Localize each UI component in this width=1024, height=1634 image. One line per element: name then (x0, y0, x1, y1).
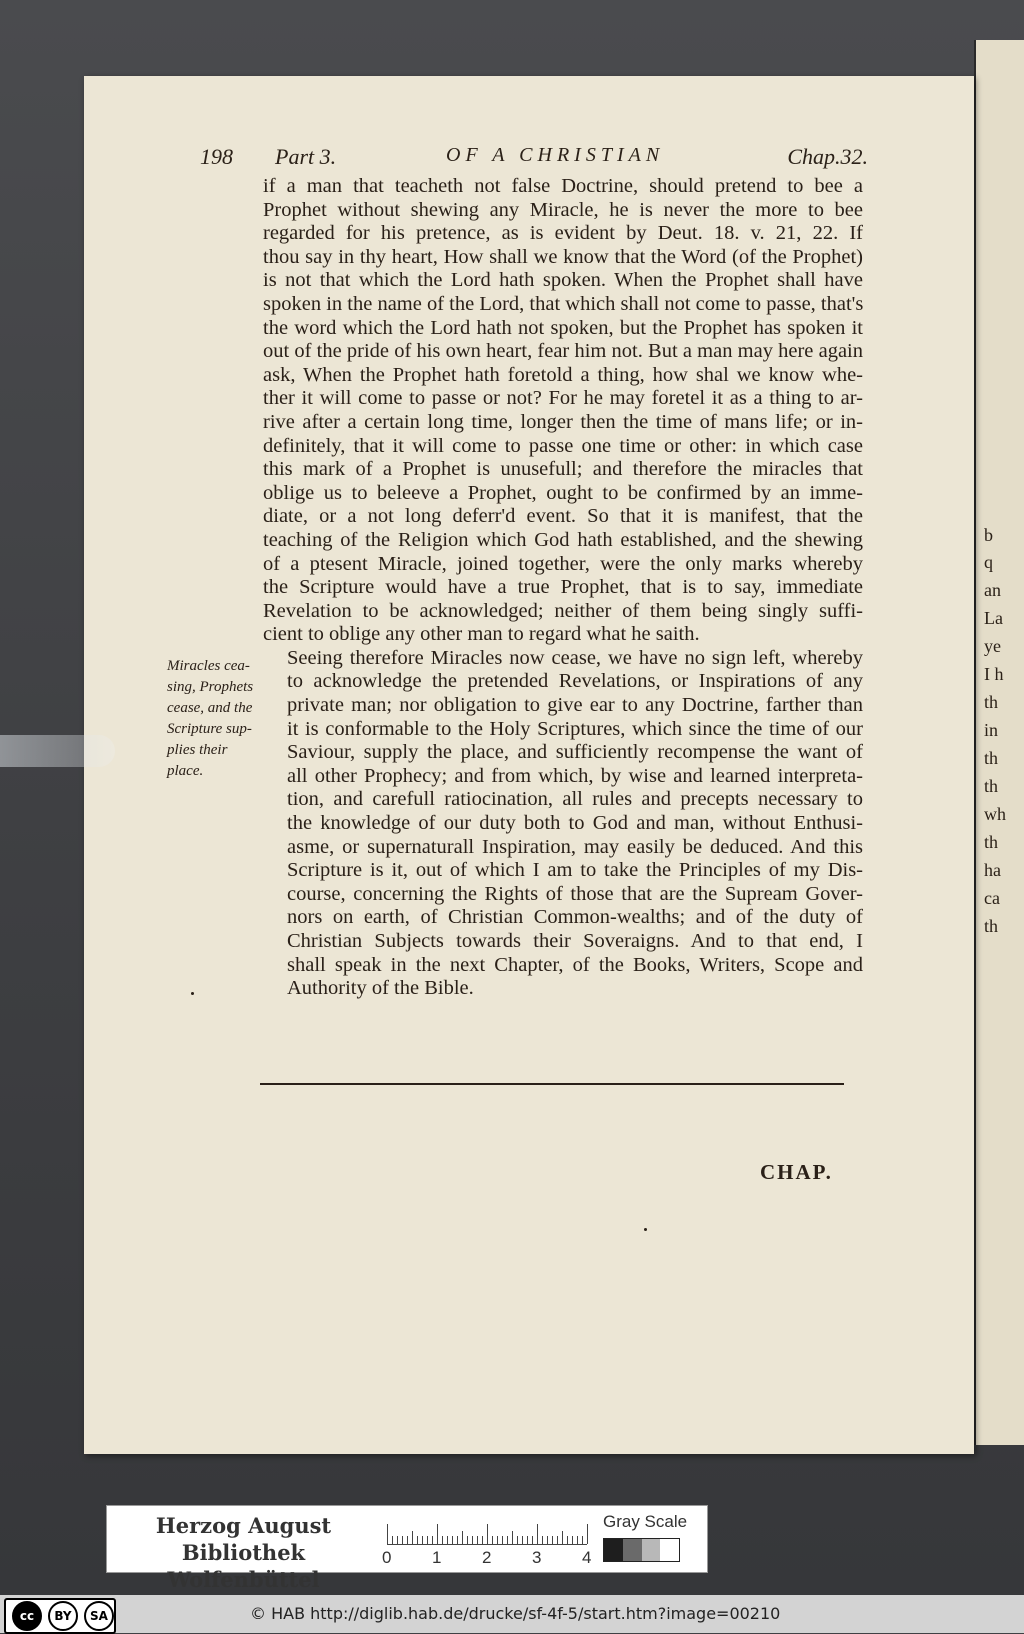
library-name-line1: Herzog August Bibliothek (155, 1513, 332, 1565)
ruler-tick (407, 1536, 408, 1544)
ruler-tick (552, 1536, 553, 1544)
text-line: it is conformable to the Holy Scriptures, which since the time of our (287, 717, 863, 740)
text-line: spoken in the name of the Lord, that which shall not come to passe, that's (263, 292, 864, 315)
gray-step (642, 1539, 661, 1561)
text-line: thou say in thy heart, How shall we know that the Word (of the Prophet) (263, 245, 863, 268)
ruler-tick (572, 1536, 573, 1544)
ruler-tick (517, 1536, 518, 1544)
sa-icon: SA (84, 1601, 114, 1631)
ruler-tick (442, 1536, 443, 1544)
ruler-ticks (387, 1524, 587, 1545)
text-line: Seeing therefore Miracles now cease, we have no sign left, whereby (287, 646, 863, 669)
source-url[interactable]: © HAB http://diglib.hab.de/drucke/sf-4f-5/start.htm?image=00210 (250, 1604, 781, 1623)
text-line: definitely, that it will come to passe one time or other: in which case (263, 434, 863, 457)
ruler-tick (462, 1531, 463, 1544)
scale-number: 1 (432, 1548, 442, 1567)
ruler-tick (392, 1536, 393, 1544)
library-name-line2: Wolfenbüttel (167, 1567, 320, 1592)
scale-number: 0 (382, 1548, 392, 1567)
text-line: to acknowledge the pretended Revelations, or Inspirations of any (287, 670, 863, 693)
ruler-tick (412, 1531, 413, 1544)
gray-step (660, 1539, 679, 1561)
text-line: is not that which the Lord hath spoken. When the Prophet shall have (263, 269, 863, 292)
ruler-tick (562, 1531, 563, 1544)
scale-number: 4 (582, 1548, 592, 1567)
chapter-label: Chap.32. (787, 144, 868, 169)
ruler-tick (417, 1536, 418, 1544)
library-name (121, 1512, 366, 1593)
text-line: Revelation to be acknowledged; neither of them being singly suffi- (263, 599, 863, 622)
running-header (200, 144, 868, 174)
running-title: OF A CHRISTIAN (446, 144, 665, 166)
text-line: out of the pride of his own heart, fear him not. But a man may here again (263, 340, 863, 363)
ruler-tick (432, 1536, 433, 1544)
part-label: Part 3. (275, 144, 337, 169)
text-line: Authority of the Bible. (287, 977, 474, 1000)
page-number: 198 (200, 144, 233, 169)
ruler-tick (567, 1536, 568, 1544)
ink-dot (644, 1228, 647, 1231)
ruler-tick (587, 1524, 588, 1544)
ruler-tick (482, 1536, 483, 1544)
ink-dot (191, 992, 194, 995)
text-line: of a ptesent Miracle, joined together, were the only marks whereby (263, 552, 863, 575)
ruler-tick (512, 1531, 513, 1544)
facing-page-edge: b q an La ye I h th in th th wh th ha ca th (974, 40, 1024, 1445)
text-line: the word which the Lord hath not spoken, but the Prophet has spoken it (263, 316, 863, 339)
text-line: cient to oblige any other man to regard what he saith. (263, 623, 700, 646)
ruler-tick (557, 1536, 558, 1544)
body-text (263, 175, 863, 1001)
text-line: regarded for his pretence, as is evident by Deut. 18. v. 21, 22. If (263, 222, 863, 245)
ruler-tick (582, 1536, 583, 1544)
ruler-tick (387, 1524, 388, 1544)
reference-bar (106, 1505, 708, 1592)
ruler-tick (422, 1536, 423, 1544)
text-line: diate, or a not long deferr'd event. So that it is manifest, that the (263, 505, 863, 528)
text-line: course, concerning the Rights of those that are the Supream Gover- (287, 882, 863, 905)
cc-icon: cc (12, 1601, 42, 1631)
ruler-tick (507, 1536, 508, 1544)
ruler-tick (452, 1536, 453, 1544)
page-clip (0, 735, 115, 767)
scale-number: 3 (532, 1548, 542, 1567)
text-line: Christian Subjects towards their Soveraigns. And to that end, I (287, 930, 863, 952)
gray-step (604, 1539, 623, 1561)
text-line: this mark of a Prophet is unusefull; and therefore the miracles that (263, 458, 863, 481)
footer-bar (0, 1595, 1024, 1633)
text-line: Saviour, supply the place, and sufficiently recompense the want of (287, 741, 863, 764)
ruler-tick (492, 1536, 493, 1544)
ruler-tick (477, 1536, 478, 1544)
text-line: the knowledge of our duty both to God and man, without Enthusi- (287, 812, 863, 835)
by-icon: BY (48, 1601, 78, 1631)
text-line: Prophet without shewing any Miracle, he is never the more to bee (263, 198, 863, 221)
ruler-tick (427, 1536, 428, 1544)
paragraph-2 (263, 647, 863, 1001)
ruler-tick (537, 1524, 538, 1544)
text-line: Scripture is it, out of which I am to take the Principles of my Dis- (287, 859, 863, 882)
ruler-tick (472, 1536, 473, 1544)
paragraph-1 (263, 175, 863, 647)
ruler-tick (457, 1536, 458, 1544)
ruler-tick (522, 1536, 523, 1544)
gray-scale-steps (603, 1538, 680, 1562)
text-line: nors on earth, of Christian Common-wealths; and of the duty of (287, 906, 863, 929)
ruler-tick (532, 1536, 533, 1544)
ruler-tick (497, 1536, 498, 1544)
ruler-tick (467, 1536, 468, 1544)
catchword: CHAP. (760, 1160, 833, 1184)
license-badge[interactable] (4, 1598, 116, 1634)
text-line: rive after a certain long time, longer then the time of mans life; or in- (263, 410, 863, 433)
gray-step (623, 1539, 642, 1561)
ruler-tick (502, 1536, 503, 1544)
ruler-tick (447, 1536, 448, 1544)
margin-note: Miracles cea-sing, Prophets cease, and the Scripture sup-plies their place. (167, 658, 254, 779)
ruler-tick (402, 1536, 403, 1544)
text-line: oblige us to beleeve a Prophet, ought to be confirmed by an imme- (263, 481, 863, 504)
text-line: the Scripture would have a true Prophet, that is to say, immediate (263, 576, 863, 599)
ruler-tick (547, 1536, 548, 1544)
text-line: teaching of the Religion which God hath established, and the shewing (263, 528, 863, 551)
text-line: asme, or supernaturall Inspiration, may easily be deduced. And this (287, 835, 863, 858)
text-line: private man; nor obligation to give ear to any Doctrine, farther than (287, 694, 863, 717)
text-line: tion, and carefull ratiocination, all rules and precepts necessary to (287, 788, 863, 811)
scale-number: 2 (482, 1548, 492, 1567)
text-line: all other Prophecy; and from which, by wise and learned interpreta- (287, 764, 863, 787)
text-line: ther it will come to passe or not? For he may foretel it as a thing to ar- (263, 387, 863, 410)
chapter-end-rule (260, 1083, 844, 1085)
ruler-tick (577, 1536, 578, 1544)
ruler-tick (397, 1536, 398, 1544)
ruler-tick (437, 1524, 438, 1544)
text-line: ask, When the Prophet hath foretold a thing, how shal we know whe- (263, 363, 863, 386)
text-line: if a man that teacheth not false Doctrine, should pretend to bee a (263, 175, 863, 197)
ruler-scale (382, 1514, 592, 1567)
ruler-tick (527, 1536, 528, 1544)
ruler-tick (542, 1536, 543, 1544)
ruler-tick (487, 1524, 488, 1544)
text-line: shall speak in the next Chapter, of the Books, Writers, Scope and (287, 953, 863, 976)
gray-scale-label: Gray Scale (603, 1512, 688, 1531)
